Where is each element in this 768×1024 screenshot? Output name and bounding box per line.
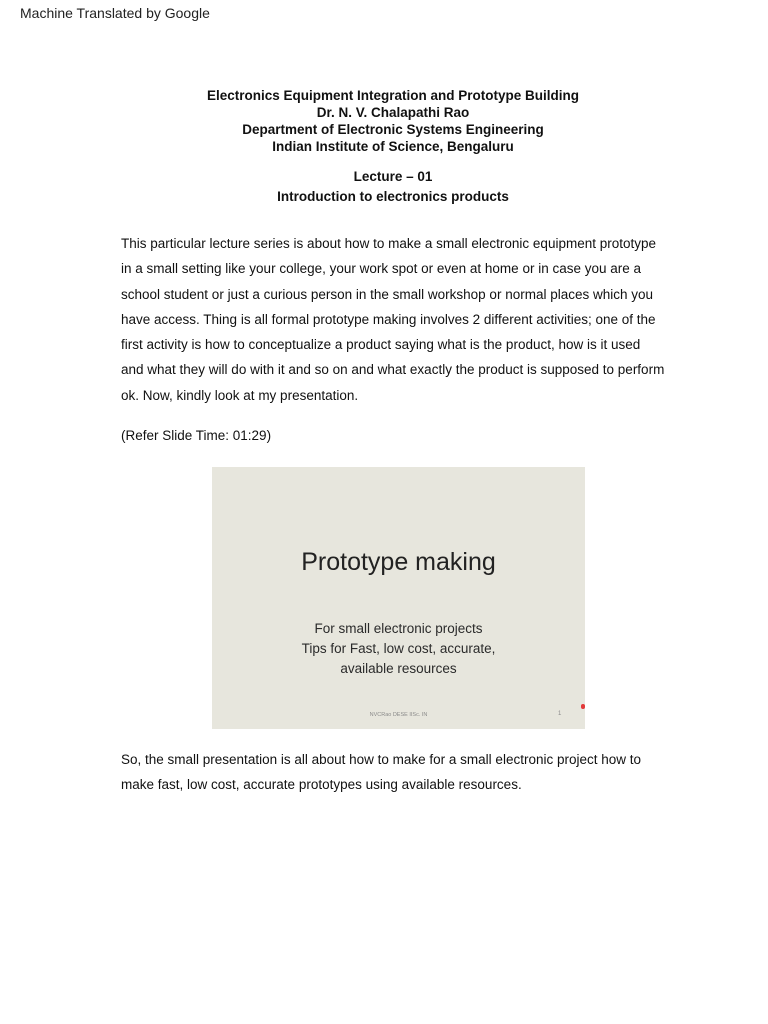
institute-name: Indian Institute of Science, Bengaluru (272, 139, 514, 154)
translation-banner: Machine Translated by Google (20, 5, 210, 21)
laser-pointer-dot (581, 704, 585, 709)
instructor-name: Dr. N. V. Chalapathi Rao (316, 105, 470, 120)
lecture-number: Lecture – 01 (353, 169, 433, 184)
slide-footer: NVCRao DESE IISc. IN (369, 712, 428, 718)
slide-body (212, 619, 585, 679)
lecture-heading (0, 168, 768, 205)
transcript-paragraph-1: This particular lecture series is about how to make a small electronic equipment prototype in a small setting like your college, your work spot or even at home or in case you are a school student or just a curious person in the small workshop or normal places which you have access. Thing is all formal prototype making involves 2 different activities; one of the first activity is how to conceptualize a product saying what is the product, how is it used and what they will do with it and so on and what exactly the product is supposed to perform ok. Now, kindly look at my presentation. (121, 236, 665, 403)
transcript-paragraph-2: So, the small presentation is all about how to make for a small electronic project how to make fast, low cost, accurate prototypes using available resources. (121, 752, 642, 793)
lecture-title: Introduction to electronics products (277, 189, 509, 204)
course-title: Electronics Equipment Integration and Prototype Building (206, 88, 580, 103)
slide-title: Prototype making (301, 548, 496, 576)
slide-page-number: 1 (558, 711, 562, 717)
document-header (0, 87, 768, 155)
slide-line-1: For small electronic projects (314, 621, 483, 636)
slide-image (212, 467, 585, 729)
slide-line-3: available resources (340, 661, 457, 676)
department-name: Department of Electronic Systems Engineering (242, 122, 544, 137)
refer-slide-time: (Refer Slide Time: 01:29) (121, 428, 272, 443)
slide-line-2: Tips for Fast, low cost, accurate, (301, 641, 496, 656)
